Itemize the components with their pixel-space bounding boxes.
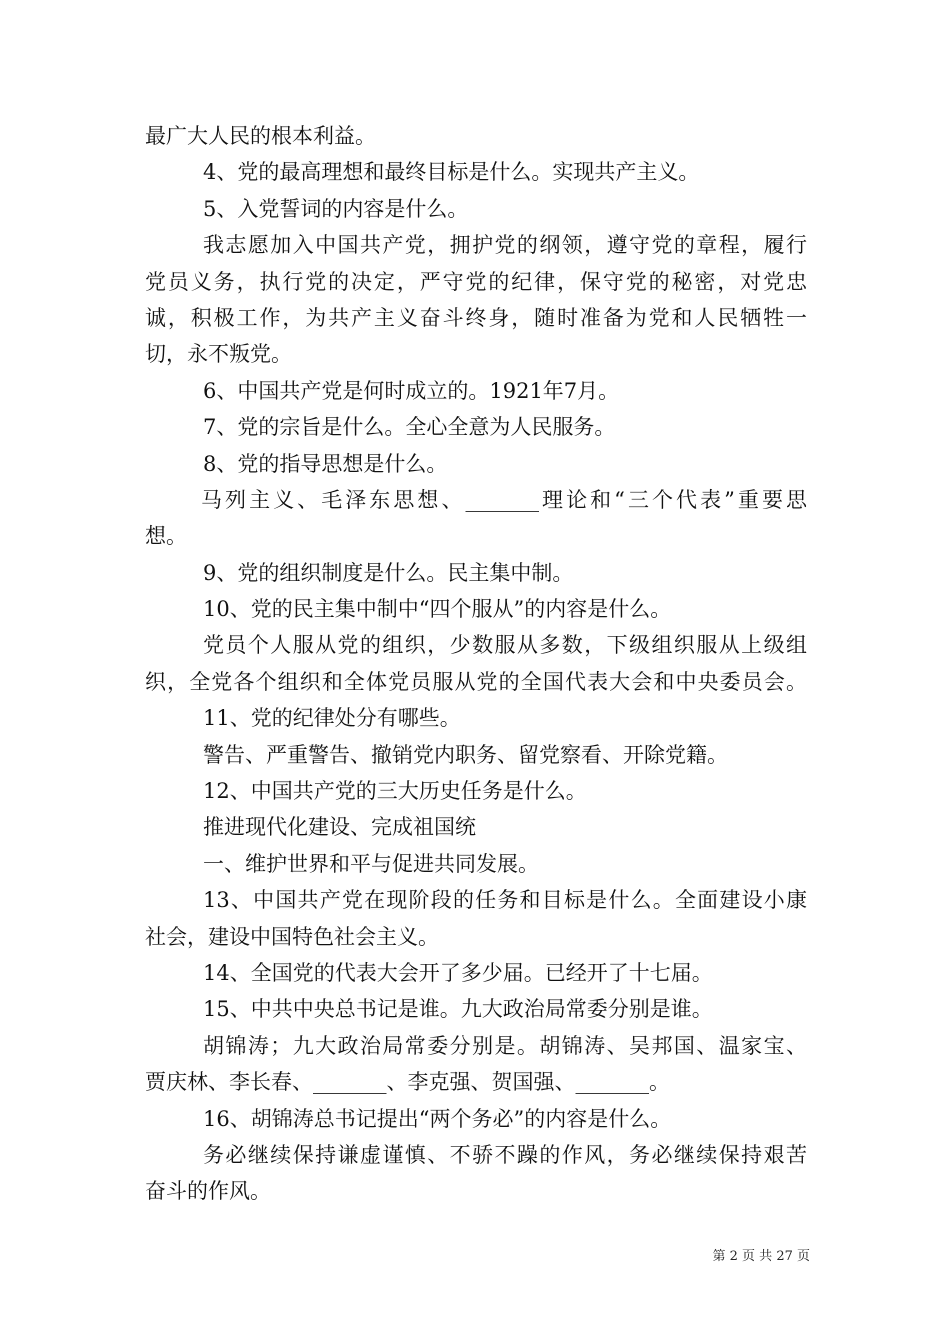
answer-5-line-1: 我志愿加入中国共产党，拥护党的纲领，遵守党的章程，履行 (203, 233, 807, 258)
answer-10-line-2: 织，全党各个组织和全体党员服从党的全国代表大会和中央委员会。 (145, 669, 807, 694)
answer-11: 警告、严重警告、撤销党内职务、留党察看、开除党籍。 (203, 742, 728, 767)
answer-8-line-2: 想。 (145, 524, 187, 549)
answer-5-line-3: 诚，积极工作，为共产主义奋斗终身，随时准备为党和人民牺牲一 (145, 305, 807, 330)
question-8: 8、党的指导思想是什么。 (203, 451, 448, 476)
question-13-line-1: 13、中国共产党在现阶段的任务和目标是什么。全面建设小康 (203, 888, 807, 913)
question-9: 9、党的组织制度是什么。民主集中制。 (203, 560, 574, 585)
answer-15-line-1: 胡锦涛；九大政治局常委分别是。胡锦涛、吴邦国、温家宝、 (203, 1033, 807, 1058)
text-line: 最广大人民的根本利益。 (145, 124, 376, 148)
question-13-line-2: 社会，建设中国特色社会主义。 (145, 924, 439, 949)
page-number: 第 2 页 共 27 页 (712, 1249, 810, 1264)
answer-5-line-2: 党员义务，执行党的决定，严守党的纪律，保守党的秘密，对党忠 (145, 269, 807, 294)
answer-16-line-1: 务必继续保持谦虚谨慎、不骄不躁的作风，务必继续保持艰苦 (203, 1142, 807, 1167)
question-4: 4、党的最高理想和最终目标是什么。实现共产主义。 (203, 160, 700, 185)
question-15: 15、中共中央总书记是谁。九大政治局常委分别是谁。 (203, 997, 713, 1022)
question-16: 16、胡锦涛总书记提出“两个务必”的内容是什么。 (203, 1106, 672, 1131)
document-body (145, 118, 807, 1210)
answer-12-line-1: 推进现代化建设、完成祖国统 (203, 815, 476, 840)
answer-16-line-2: 奋斗的作风。 (145, 1179, 271, 1204)
answer-15-line-2: 贾庆林、李长春、_______、李克强、贺国强、_______。 (145, 1070, 670, 1095)
answer-5-line-4: 切，永不叛党。 (145, 342, 292, 367)
question-10: 10、党的民主集中制中“四个服从”的内容是什么。 (203, 597, 672, 622)
answer-12-line-2: 一、维护世界和平与促进共同发展。 (203, 851, 539, 876)
question-14: 14、全国党的代表大会开了多少届。已经开了十七届。 (203, 960, 713, 985)
question-7: 7、党的宗旨是什么。全心全意为人民服务。 (203, 415, 616, 440)
question-6: 6、中国共产党是何时成立的。1921年7月。 (203, 378, 620, 403)
question-11: 11、党的纪律处分有哪些。 (203, 706, 461, 731)
answer-10-line-1: 党员个人服从党的组织，少数服从多数，下级组织服从上级组 (203, 633, 807, 658)
question-12: 12、中国共产党的三大历史任务是什么。 (203, 779, 587, 804)
answer-8-line-1: 马列主义、毛泽东思想、_______理论和“三个代表”重要思 (201, 487, 807, 512)
question-5: 5、入党誓词的内容是什么。 (203, 196, 469, 221)
